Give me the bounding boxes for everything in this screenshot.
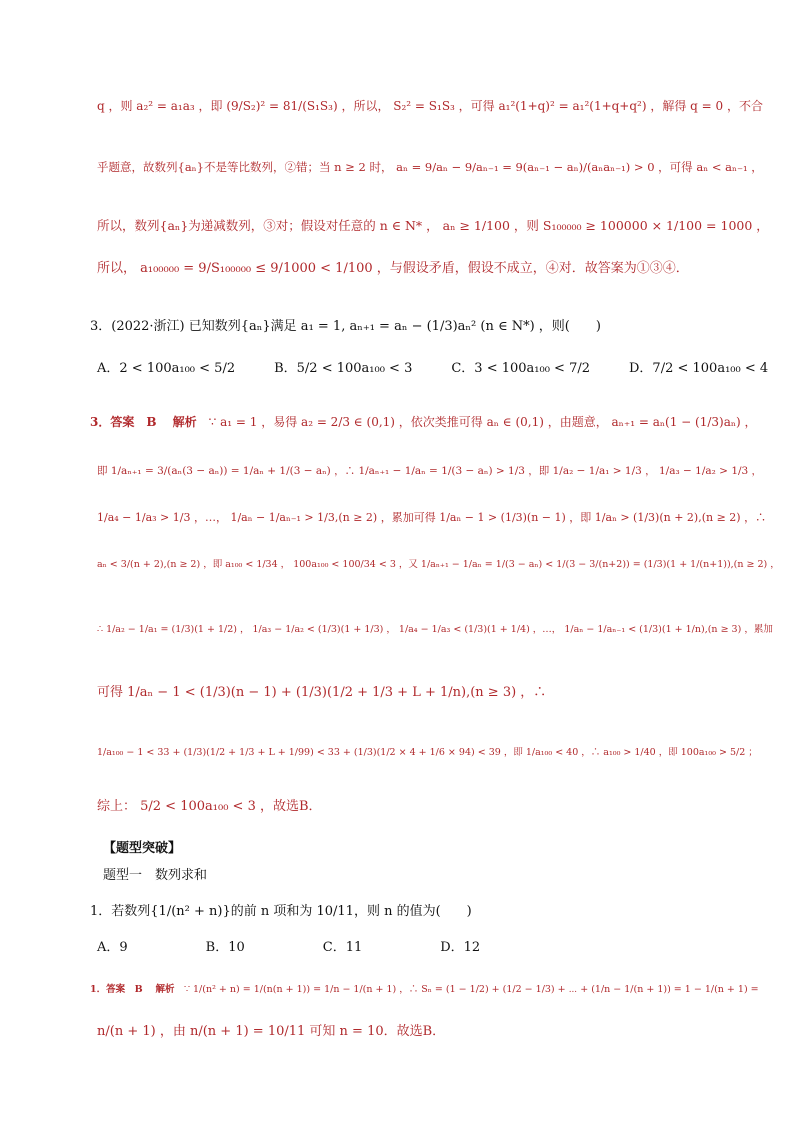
text-line-l12 bbox=[97, 686, 546, 699]
text-span: A．2 < 100a₁₀₀ < 5/2 B．5/2 < 100a₁₀₀ < 3 C．3 < 100a₁₀₀ < 7/2 D．7/2 < 100a₁₀₀ < 4 bbox=[97, 361, 769, 376]
text-span: n/(n + 1) ，由 n/(n + 1) = 10/11 可知 n = 10．故选B． bbox=[97, 1024, 446, 1039]
text-span: 1/a₄ − 1/a₃ > 1/3 ，…， 1/aₙ − 1/aₙ₋₁ > 1/3,(n ≥ 2) ，累加可得 1/aₙ − 1 > (1/3)(n − 1) ，即 1/aₙ > (1/3)(n + 2),(n ≥ 2) ，∴ bbox=[97, 511, 767, 524]
text-line-l15 bbox=[103, 842, 181, 855]
text-line-l20 bbox=[97, 1025, 445, 1038]
text-span: 【题型突破】 bbox=[103, 841, 182, 856]
text-span: 可得 1/aₙ − 1 < (1/3)(n − 1) + (1/3)(1/2 + 1/3 + L + 1/n),(n ≥ 3) ，∴ bbox=[97, 685, 547, 700]
text-line-l6 bbox=[97, 362, 768, 375]
text-line-l17 bbox=[90, 905, 472, 918]
text-span: 即 1/aₙ₊₁ = 3/(aₙ(3 − aₙ)) = 1/aₙ + 1/(3 − aₙ) ，∴ 1/aₙ₊₁ − 1/aₙ = 1/(3 − aₙ) > 1/3 ，即 1/a₂ − 1/a₁ > 1/3 ， 1/a₃ − 1/a₂ > 1/3 ， bbox=[97, 465, 763, 477]
text-span: ∵ a₁ = 1 ，易得 a₂ = 2/3 ∈ (0,1) ，依次类推可得 aₙ ∈ (0,1) ，由题意， aₙ₊₁ = aₙ(1 − (1/3)aₙ) ， bbox=[208, 415, 757, 429]
text-line-l1 bbox=[97, 100, 763, 112]
text-line-l11 bbox=[97, 625, 773, 635]
text-span: 乎题意，故数列{aₙ}不是等比数列，②错；当 n ≥ 2 时， aₙ = 9/aₙ − 9/aₙ₋₁ = 9(aₙ₋₁ − aₙ)/(aₙaₙ₋₁) > 0 ，可得 aₙ < aₙ₋₁ ， bbox=[97, 160, 763, 174]
text-line-l16 bbox=[103, 869, 207, 882]
text-line-l2 bbox=[97, 162, 763, 174]
text-line-l9 bbox=[97, 512, 766, 523]
text-span: 3．(2022·浙江) 已知数列{aₙ}满足 a₁ = 1, aₙ₊₁ = aₙ − (1/3)aₙ² (n ∈ N*) ，则( ) bbox=[90, 319, 601, 334]
text-line-l4 bbox=[97, 262, 689, 275]
text-span: ∵ 1/(n² + n) = 1/(n(n + 1)) = 1/n − 1/(n + 1) ，∴ Sₙ = (1 − 1/2) + (1/2 − 1/3) + ⋯ + (1/n − 1/(n + 1)) = 1 − 1/(n + 1) = bbox=[183, 984, 759, 995]
text-span: 所以，数列{aₙ}为递减数列，③对；假设对任意的 n ∈ N* ， aₙ ≥ 1/100 ，则 S₁₀₀₀₀₀ ≥ 100000 × 1/100 = 1000 ， bbox=[97, 218, 769, 233]
text-span: 综上： 5/2 < 100a₁₀₀ < 3 ，故选B． bbox=[97, 799, 322, 814]
text-span: 1/a₁₀₀ − 1 < 33 + (1/3)(1/2 + 1/3 + L + 1/99) < 33 + (1/3)(1/2 × 4 + 1/6 × 94) < 39 ，即 1/a₁₀₀ < 40 ，∴ a₁₀₀ > 1/40 ，即 100a₁₀₀ > 5/2 ； bbox=[97, 747, 758, 758]
text-span: q ，则 a₂² = a₁a₃ ，即 (9/S₂)² = 81/(S₁S₃) ，所以， S₂² = S₁S₃ ，可得 a₁²(1+q)² = a₁²(1+q+q²) ，解得 q = 0 ，不合 bbox=[97, 99, 763, 113]
text-span: 1．答案 B 解析 bbox=[90, 984, 184, 995]
text-line-l19 bbox=[90, 985, 759, 995]
text-span: aₙ < 3/(n + 2),(n ≥ 2) ，即 a₁₀₀ < 1/34 ， 100a₁₀₀ < 100/34 < 3 ，又 1/aₙ₊₁ − 1/aₙ = 1/(3 − aₙ) < 1/(3 − 3/(n+2)) = (1/3)(1 + 1/(n+1)),(n ≥ 2) ， bbox=[97, 559, 780, 570]
text-span: 题型一 数列求和 bbox=[103, 868, 208, 883]
text-span: 所以， a₁₀₀₀₀₀ = 9/S₁₀₀₀₀₀ ≤ 9/1000 < 1/100 ，与假设矛盾，假设不成立，④对．故答案为①③④． bbox=[97, 261, 689, 276]
text-line-l13 bbox=[97, 748, 758, 758]
text-line-l10 bbox=[97, 560, 780, 570]
text-line-l18 bbox=[97, 941, 480, 954]
text-line-l7 bbox=[90, 416, 757, 428]
text-line-l14 bbox=[97, 800, 322, 813]
text-line-l8 bbox=[97, 466, 762, 477]
text-span: ∴ 1/a₂ − 1/a₁ = (1/3)(1 + 1/2) ， 1/a₃ − 1/a₂ < (1/3)(1 + 1/3) ， 1/a₄ − 1/a₃ < (1/3)(1 + 1/4) ，…， 1/aₙ − 1/aₙ₋₁ < (1/3)(1 + 1/n),(n ≥ 3) ，累加 bbox=[97, 624, 773, 635]
text-span: A．9 B．10 C．11 D．12 bbox=[97, 940, 481, 955]
text-span: 3．答案 B 解析 bbox=[90, 415, 209, 429]
text-line-l5 bbox=[90, 320, 601, 333]
text-span: 1．若数列{1/(n² + n)}的前 n 项和为 10/11，则 n 的值为( ) bbox=[90, 904, 472, 919]
text-line-l3 bbox=[97, 220, 769, 233]
